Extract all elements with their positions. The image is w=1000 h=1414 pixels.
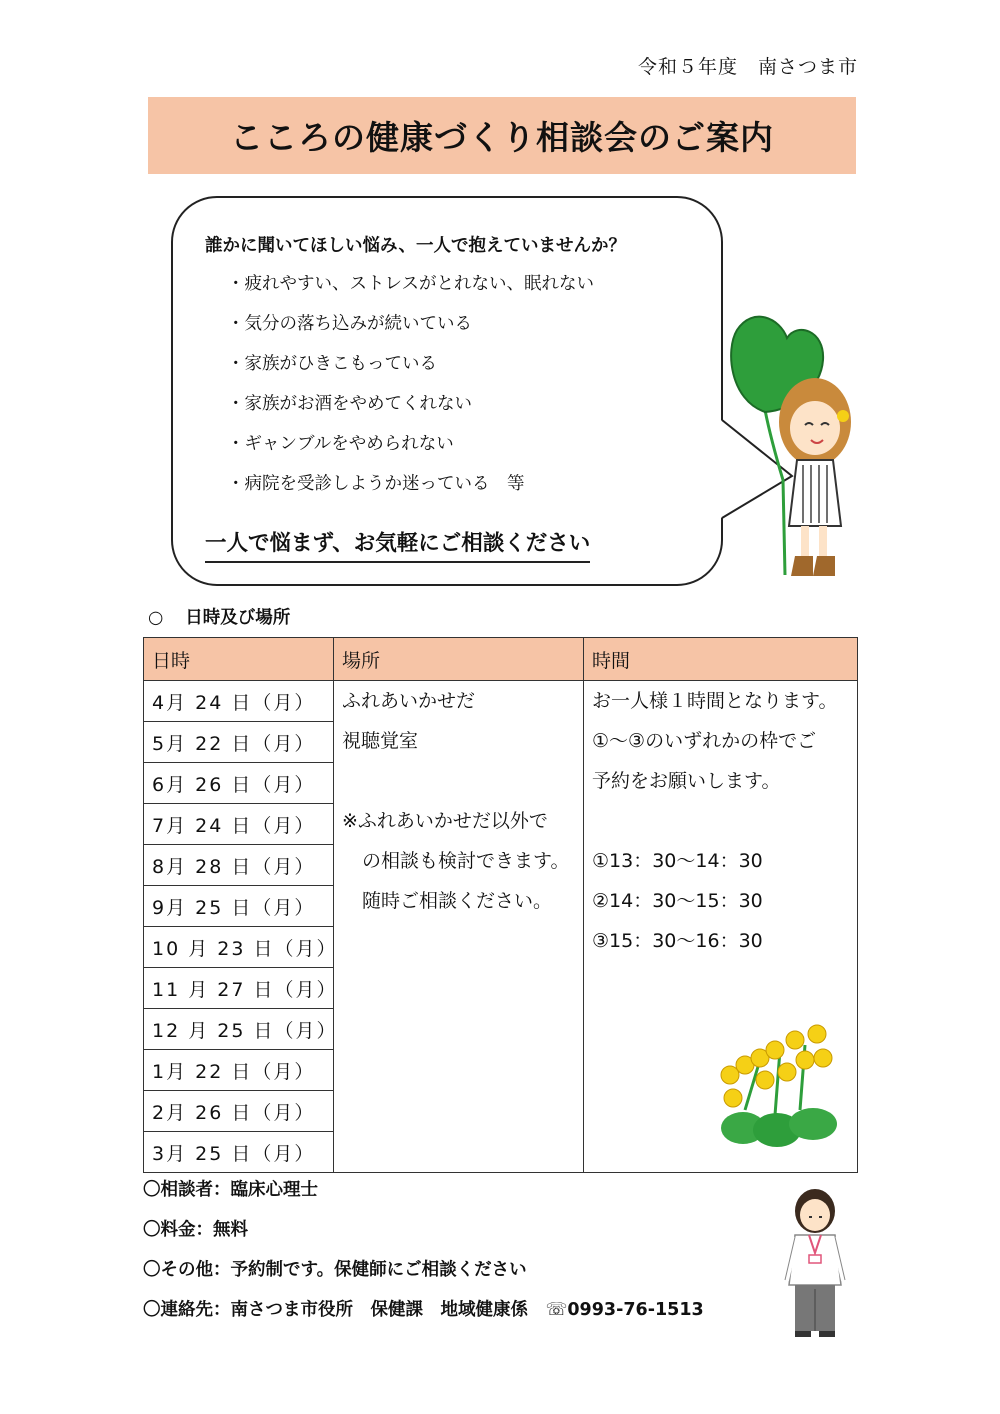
spacer	[342, 765, 575, 805]
concern-list	[227, 268, 594, 508]
call-to-action: 一人で悩まず、お気軽にご相談ください	[205, 526, 590, 563]
flower-illustration	[705, 1020, 845, 1150]
header-time: 時間	[584, 638, 858, 681]
date-cell: 2月 26 日（月）	[144, 1091, 334, 1132]
table-header-row	[144, 638, 858, 681]
list-item: ・ギャンブルをやめられない	[227, 434, 454, 454]
page-title: こころの健康づくり相談会のご案内	[148, 97, 856, 174]
table-row	[144, 681, 858, 722]
section-title: 日時及び場所	[185, 608, 291, 628]
list-item: ・家族がひきこもっている	[227, 354, 437, 374]
time-slot-1: ①13：30～14：30	[592, 850, 763, 872]
list-item: ・病院を受診しようか迷っている 等	[227, 474, 525, 494]
date-cell: 8月 28 日（月）	[144, 845, 334, 886]
section-mark: ○	[148, 608, 164, 628]
header-fiscal-city	[638, 52, 858, 79]
place-name-line2: 視聴覚室	[342, 730, 419, 752]
date-cell: 12 月 25 日（月）	[144, 1009, 334, 1050]
place-note-line2: の相談も検討できます。	[362, 850, 570, 872]
counselor-info: 〇相談者：臨床心理士	[143, 1180, 318, 1200]
date-cell: 1月 22 日（月）	[144, 1050, 334, 1091]
time-slot-2: ②14：30～15：30	[592, 890, 763, 912]
place-note-line1: ※ふれあいかせだ以外で	[342, 810, 548, 832]
date-cell: 7月 24 日（月）	[144, 804, 334, 845]
date-cell: 6月 26 日（月）	[144, 763, 334, 804]
health-nurse-illustration	[775, 1185, 855, 1340]
fee-info: 〇料金：無料	[143, 1220, 248, 1240]
city-name: 南さつま市	[757, 56, 858, 78]
contact-info: 〇連絡先：南さつま市役所 保健課 地域健康係 ☏0993-76-1513	[143, 1300, 704, 1320]
header-date: 日時	[144, 638, 334, 681]
speech-bubble	[171, 196, 723, 586]
date-cell: 5月 22 日（月）	[144, 722, 334, 763]
spacer	[592, 805, 849, 845]
place-note-line3: 随時ご相談ください。	[362, 890, 553, 912]
fiscal-year: 令和５年度	[637, 56, 738, 78]
date-cell: 3月 25 日（月）	[144, 1132, 334, 1173]
date-cell: 9月 25 日（月）	[144, 886, 334, 927]
footer-info	[143, 1176, 704, 1336]
date-cell: 10 月 23 日（月）	[144, 927, 334, 968]
time-desc-line3: 予約をお願いします。	[592, 770, 781, 792]
section-heading	[148, 604, 290, 629]
place-cell	[334, 681, 584, 1173]
list-item: ・疲れやすい、ストレスがとれない、眠れない	[227, 274, 594, 294]
date-cell: 11 月 27 日（月）	[144, 968, 334, 1009]
time-desc-line2: ①～③のいずれかの枠でご	[592, 730, 817, 752]
time-slot-3: ③15：30～16：30	[592, 930, 763, 952]
list-item: ・気分の落ち込みが続いている	[227, 314, 472, 334]
other-info: 〇その他：予約制です。保健師にご相談ください	[143, 1260, 527, 1280]
girl-with-leaf-illustration	[725, 300, 865, 590]
date-cell: 4月 24 日（月）	[144, 681, 334, 722]
time-desc-line1: お一人様１時間となります。	[592, 690, 838, 712]
bubble-question: 誰かに聞いてほしい悩み、一人で抱えていませんか？	[205, 236, 627, 256]
header-place: 場所	[334, 638, 584, 681]
place-name-line1: ふれあいかせだ	[342, 690, 476, 712]
list-item: ・家族がお酒をやめてくれない	[227, 394, 472, 414]
